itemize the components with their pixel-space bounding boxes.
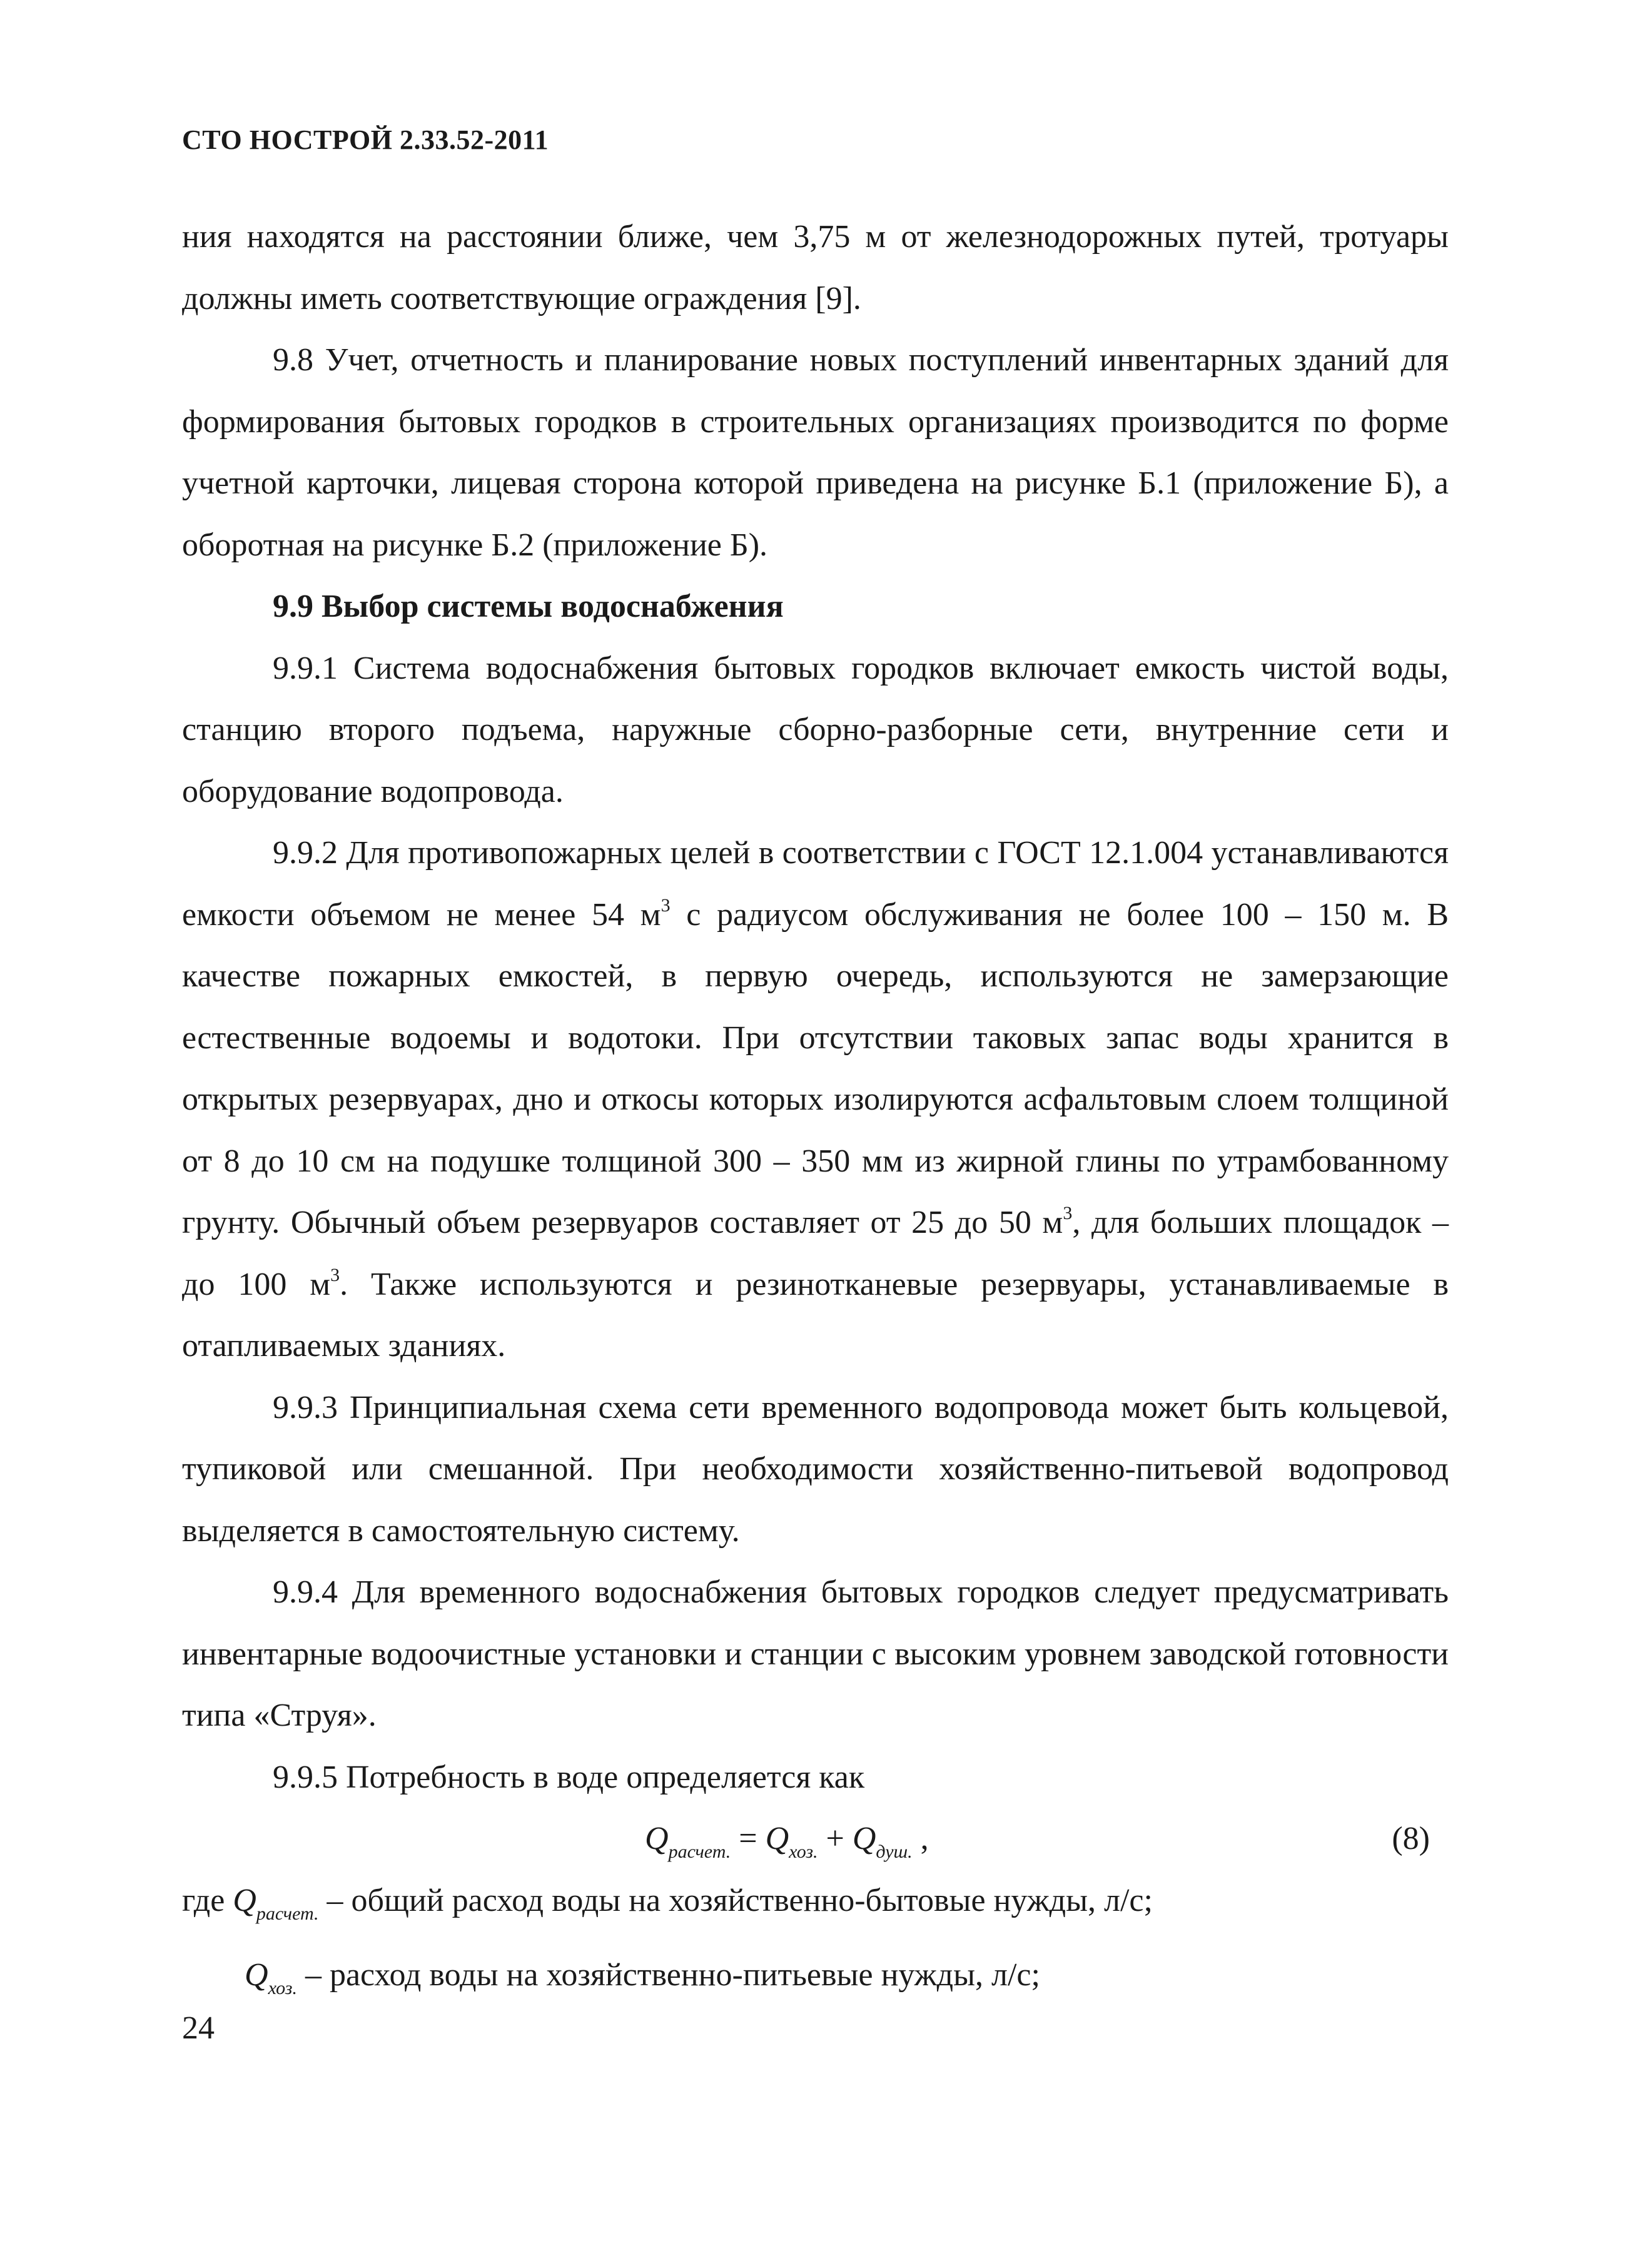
definition-var: [245, 1957, 297, 1998]
definition-text: – расход воды на хозяйственно-питьевые нужды, л/с;: [296, 1957, 1040, 1993]
paragraph-9-9-1: 9.9.1 Система водоснабжения бытовых городков включает емкость чистой воды, станцию второго подъема, наружные сборно-разборные сети, внутренние сети и оборудование водопровода.: [182, 650, 1449, 809]
definition-text: – общий расход воды на хозяйственно-бытовые нужды, л/с;: [318, 1882, 1153, 1918]
text-span: . Также используются и резинотканевые резервуары, устанавливаемые в отапливаемых зданиях.: [182, 1266, 1449, 1364]
formula-subscript: расчет.: [668, 1841, 731, 1862]
formula-var: Q: [852, 1821, 876, 1856]
formula-row: [182, 1808, 1449, 1870]
formula-tail: ,: [912, 1821, 929, 1856]
formula-var: Q: [645, 1821, 669, 1856]
definition-hoz: [182, 1945, 1449, 2020]
formula-plus: +: [818, 1821, 853, 1856]
formula-var: Q: [233, 1882, 256, 1918]
page-number: 24: [182, 2010, 215, 2046]
definition-var: [233, 1882, 319, 1924]
definition-where: где: [182, 1882, 233, 1918]
superscript: 3: [330, 1264, 340, 1285]
paragraph-9-9-4: 9.9.4 Для временного водоснабжения бытовых городков следует предусматривать инвентарные водоочистные установки и станции с высоким уровнем заводской готовности типа «Струя».: [182, 1574, 1449, 1733]
equation-number: (8): [1392, 1821, 1430, 1856]
formula-equals: =: [731, 1821, 766, 1856]
section-heading-9-9: 9.9 Выбор системы водоснабжения: [273, 589, 784, 624]
paragraph-9-9-2: [182, 823, 1449, 1377]
formula-8: [645, 1808, 929, 1883]
paragraph-continuation: ния находятся на расстоянии ближе, чем 3,75 м от железнодорожных путей, тротуары должны иметь соответствующие ограждения [9].: [182, 219, 1449, 316]
text-span: , для больших площадок – до 100 м: [182, 1205, 1449, 1302]
text-span: с радиусом обслуживания не более 100 – 150 м. В качестве пожарных емкостей, в первую очередь, используются не замерзающие естественные водоемы и водотоки. При отсутствии таковых запас воды хранится в открытых резервуарах, дно и откосы которых изолируются асфальтовым слоем толщиной от 8 до 10 см на подушке толщиной 300 – 350 мм из жирной глины по утрамбованному грунту. Обычный объем резервуаров составляет от 25 до 50 м: [182, 896, 1449, 1240]
text-span: 9.9.2 Для противопожарных целей в соответствии с ГОСТ 12.1.004 устанавливаются емкости объемом не менее 54 м: [182, 835, 1449, 933]
formula-var: Q: [245, 1957, 268, 1993]
paragraph-9-9-5: 9.9.5 Потребность в воде определяется как: [273, 1759, 865, 1795]
formula-var: Q: [765, 1821, 789, 1856]
formula-subscript: расчет.: [256, 1903, 319, 1924]
formula-subscript: душ.: [876, 1841, 913, 1862]
formula-subscript: хоз.: [268, 1978, 297, 1998]
body-text: [182, 206, 1449, 2020]
paragraph-9-8: 9.8 Учет, отчетность и планирование новых поступлений инвентарных зданий для формирования бытовых городков в строительных организациях производится по форме учетной карточки, лицевая сторона которой приведена на рисунке Б.1 (приложение Б), а оборотная на рисунке Б.2 (приложение Б).: [182, 342, 1449, 563]
paragraph-9-9-3: 9.9.3 Принципиальная схема сети временного водопровода может быть кольцевой, тупиковой или смешанной. При необходимости хозяйственно-питьевой водопровод выделяется в самостоятельную систему.: [182, 1389, 1449, 1549]
superscript: 3: [1063, 1203, 1073, 1223]
superscript: 3: [661, 894, 671, 916]
formula-subscript: хоз.: [789, 1841, 818, 1862]
document-header: СТО НОСТРОЙ 2.33.52-2011: [182, 124, 549, 155]
